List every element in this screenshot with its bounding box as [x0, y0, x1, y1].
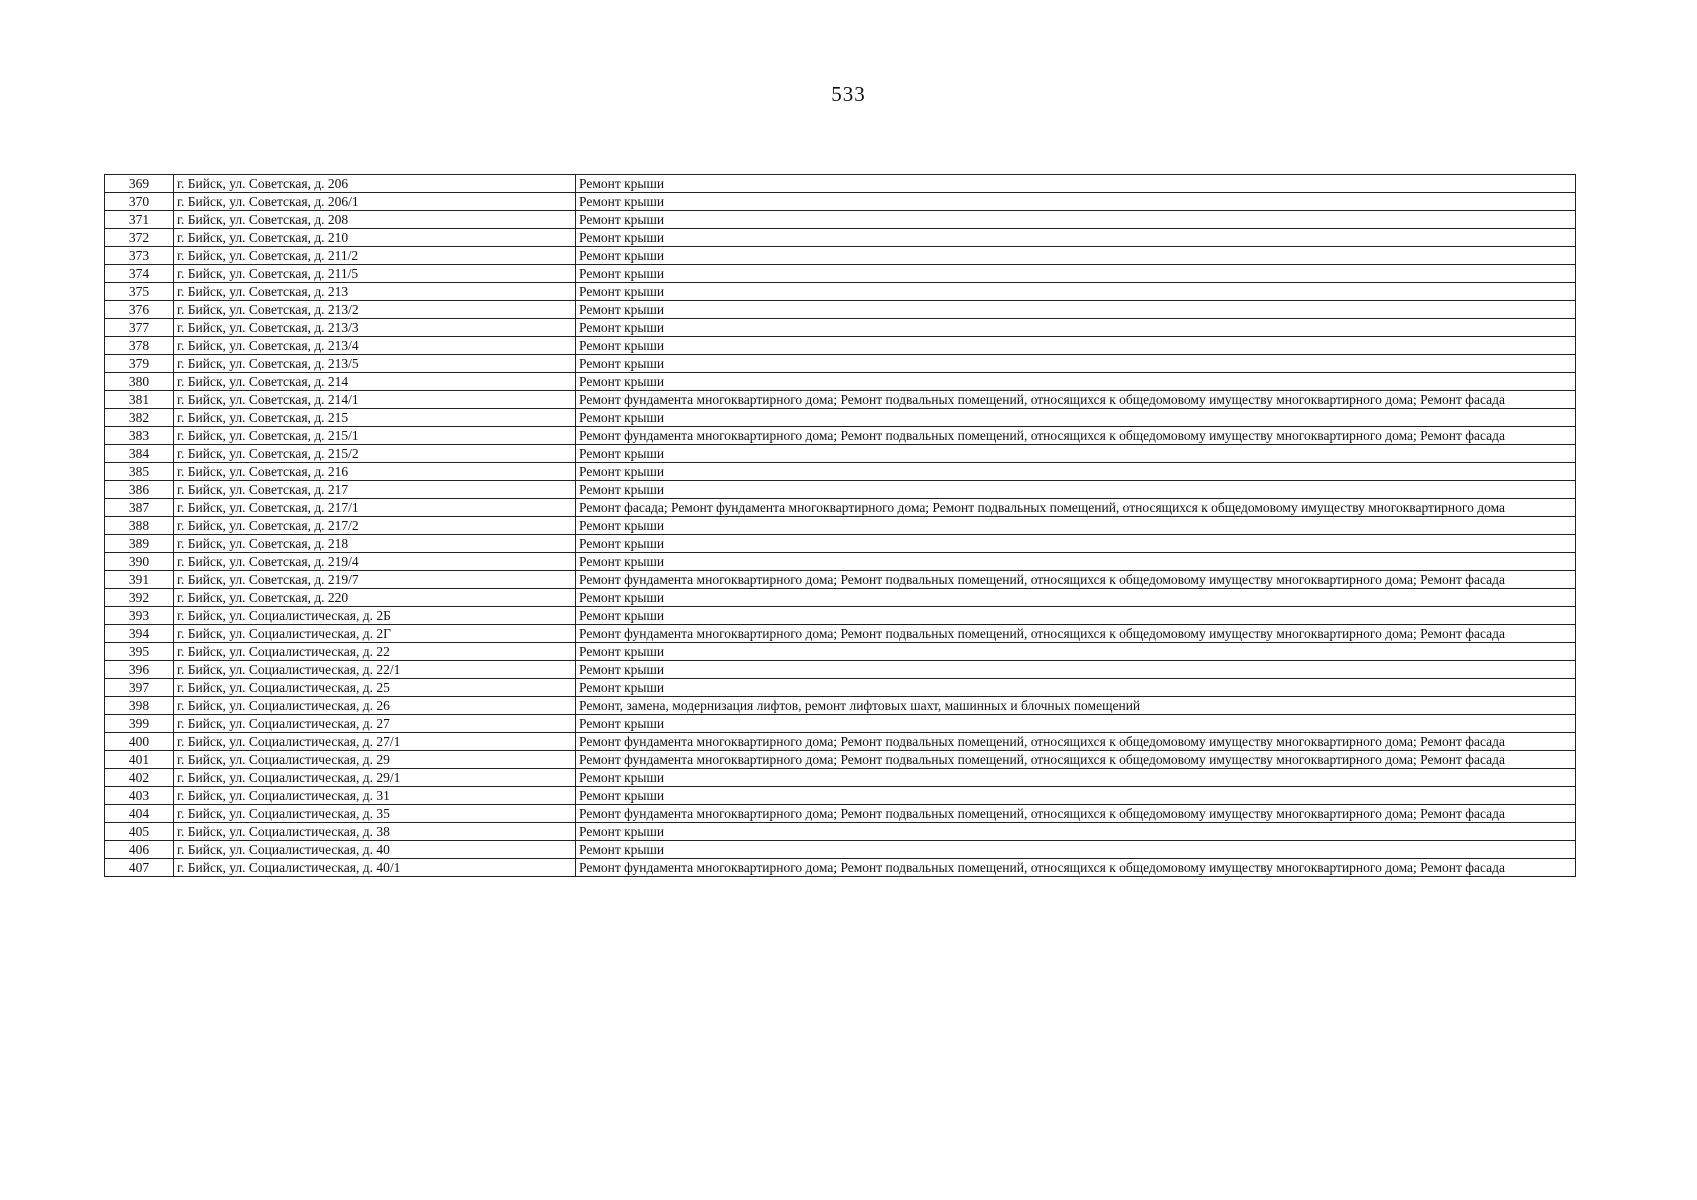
table-row — [105, 787, 1576, 805]
row-number-cell: 386 — [105, 481, 174, 499]
address-cell: г. Бийск, ул. Социалистическая, д. 22/1 — [174, 661, 576, 679]
table-row — [105, 499, 1576, 517]
address-cell: г. Бийск, ул. Социалистическая, д. 2Г — [174, 625, 576, 643]
table-row — [105, 247, 1576, 265]
work-type-cell: Ремонт крыши — [576, 715, 1576, 733]
table-row — [105, 643, 1576, 661]
table-row — [105, 193, 1576, 211]
row-number-cell: 371 — [105, 211, 174, 229]
address-cell: г. Бийск, ул. Советская, д. 216 — [174, 463, 576, 481]
address-cell: г. Бийск, ул. Советская, д. 213/3 — [174, 319, 576, 337]
row-number-cell: 376 — [105, 301, 174, 319]
row-number-cell: 381 — [105, 391, 174, 409]
table-row — [105, 211, 1576, 229]
work-type-cell: Ремонт крыши — [576, 589, 1576, 607]
row-number-cell: 370 — [105, 193, 174, 211]
row-number-cell: 390 — [105, 553, 174, 571]
table-row — [105, 571, 1576, 589]
row-number-cell: 379 — [105, 355, 174, 373]
row-number-cell: 405 — [105, 823, 174, 841]
row-number-cell: 373 — [105, 247, 174, 265]
address-cell: г. Бийск, ул. Социалистическая, д. 25 — [174, 679, 576, 697]
address-cell: г. Бийск, ул. Советская, д. 220 — [174, 589, 576, 607]
address-cell: г. Бийск, ул. Советская, д. 211/2 — [174, 247, 576, 265]
work-type-cell: Ремонт крыши — [576, 175, 1576, 193]
address-cell: г. Бийск, ул. Советская, д. 208 — [174, 211, 576, 229]
address-cell: г. Бийск, ул. Социалистическая, д. 29 — [174, 751, 576, 769]
row-number-cell: 382 — [105, 409, 174, 427]
work-type-cell: Ремонт крыши — [576, 607, 1576, 625]
row-number-cell: 395 — [105, 643, 174, 661]
table-row — [105, 625, 1576, 643]
work-type-cell: Ремонт крыши — [576, 823, 1576, 841]
table-row — [105, 553, 1576, 571]
row-number-cell: 372 — [105, 229, 174, 247]
row-number-cell: 407 — [105, 859, 174, 877]
row-number-cell: 394 — [105, 625, 174, 643]
work-type-cell: Ремонт крыши — [576, 301, 1576, 319]
work-type-cell: Ремонт крыши — [576, 355, 1576, 373]
address-cell: г. Бийск, ул. Советская, д. 215/1 — [174, 427, 576, 445]
row-number-cell: 383 — [105, 427, 174, 445]
table-row — [105, 589, 1576, 607]
address-cell: г. Бийск, ул. Советская, д. 218 — [174, 535, 576, 553]
row-number-cell: 400 — [105, 733, 174, 751]
address-cell: г. Бийск, ул. Советская, д. 214/1 — [174, 391, 576, 409]
row-number-cell: 398 — [105, 697, 174, 715]
address-cell: г. Бийск, ул. Советская, д. 214 — [174, 373, 576, 391]
table-row — [105, 373, 1576, 391]
work-type-cell: Ремонт крыши — [576, 841, 1576, 859]
registry-table-wrapper — [104, 174, 1576, 877]
table-row — [105, 661, 1576, 679]
table-row — [105, 265, 1576, 283]
address-cell: г. Бийск, ул. Социалистическая, д. 27/1 — [174, 733, 576, 751]
table-row — [105, 445, 1576, 463]
address-cell: г. Бийск, ул. Социалистическая, д. 40/1 — [174, 859, 576, 877]
address-cell: г. Бийск, ул. Советская, д. 213/4 — [174, 337, 576, 355]
table-row — [105, 517, 1576, 535]
work-type-cell: Ремонт крыши — [576, 679, 1576, 697]
work-type-cell: Ремонт крыши — [576, 535, 1576, 553]
work-type-cell: Ремонт крыши — [576, 337, 1576, 355]
row-number-cell: 378 — [105, 337, 174, 355]
row-number-cell: 401 — [105, 751, 174, 769]
row-number-cell: 380 — [105, 373, 174, 391]
table-row — [105, 733, 1576, 751]
table-row — [105, 283, 1576, 301]
work-type-cell: Ремонт крыши — [576, 229, 1576, 247]
table-row — [105, 859, 1576, 877]
work-type-cell: Ремонт крыши — [576, 661, 1576, 679]
row-number-cell: 369 — [105, 175, 174, 193]
registry-table — [104, 174, 1576, 877]
address-cell: г. Бийск, ул. Социалистическая, д. 2Б — [174, 607, 576, 625]
table-row — [105, 337, 1576, 355]
table-row — [105, 481, 1576, 499]
work-type-cell: Ремонт фундамента многоквартирного дома; Ремонт подвальных помещений, относящихся к общедомовому имуществу многоквартирного дома; Ремонт фасада — [576, 427, 1576, 445]
work-type-cell: Ремонт крыши — [576, 787, 1576, 805]
address-cell: г. Бийск, ул. Социалистическая, д. 38 — [174, 823, 576, 841]
table-row — [105, 715, 1576, 733]
address-cell: г. Бийск, ул. Советская, д. 217/2 — [174, 517, 576, 535]
work-type-cell: Ремонт крыши — [576, 517, 1576, 535]
row-number-cell: 374 — [105, 265, 174, 283]
work-type-cell: Ремонт крыши — [576, 481, 1576, 499]
address-cell: г. Бийск, ул. Советская, д. 215 — [174, 409, 576, 427]
work-type-cell: Ремонт крыши — [576, 769, 1576, 787]
row-number-cell: 387 — [105, 499, 174, 517]
work-type-cell: Ремонт фасада; Ремонт фундамента многоквартирного дома; Ремонт подвальных помещений, относящихся к общедомовому имуществу многоквартирного дома — [576, 499, 1576, 517]
work-type-cell: Ремонт крыши — [576, 283, 1576, 301]
table-row — [105, 751, 1576, 769]
address-cell: г. Бийск, ул. Советская, д. 217 — [174, 481, 576, 499]
page-number: 533 — [831, 82, 866, 106]
work-type-cell: Ремонт крыши — [576, 193, 1576, 211]
address-cell: г. Бийск, ул. Советская, д. 211/5 — [174, 265, 576, 283]
table-row — [105, 697, 1576, 715]
table-row — [105, 679, 1576, 697]
registry-table-body — [105, 175, 1576, 877]
table-row — [105, 229, 1576, 247]
address-cell: г. Бийск, ул. Советская, д. 217/1 — [174, 499, 576, 517]
work-type-cell: Ремонт крыши — [576, 373, 1576, 391]
row-number-cell: 375 — [105, 283, 174, 301]
row-number-cell: 402 — [105, 769, 174, 787]
work-type-cell: Ремонт фундамента многоквартирного дома; Ремонт подвальных помещений, относящихся к общедомовому имуществу многоквартирного дома; Ремонт фасада — [576, 733, 1576, 751]
row-number-cell: 403 — [105, 787, 174, 805]
row-number-cell: 389 — [105, 535, 174, 553]
address-cell: г. Бийск, ул. Советская, д. 213/2 — [174, 301, 576, 319]
table-row — [105, 823, 1576, 841]
row-number-cell: 392 — [105, 589, 174, 607]
address-cell: г. Бийск, ул. Социалистическая, д. 31 — [174, 787, 576, 805]
work-type-cell: Ремонт, замена, модернизация лифтов, ремонт лифтовых шахт, машинных и блочных помещений — [576, 697, 1576, 715]
address-cell: г. Бийск, ул. Социалистическая, д. 27 — [174, 715, 576, 733]
work-type-cell: Ремонт крыши — [576, 409, 1576, 427]
row-number-cell: 388 — [105, 517, 174, 535]
address-cell: г. Бийск, ул. Советская, д. 206 — [174, 175, 576, 193]
work-type-cell: Ремонт крыши — [576, 463, 1576, 481]
address-cell: г. Бийск, ул. Советская, д. 219/4 — [174, 553, 576, 571]
address-cell: г. Бийск, ул. Советская, д. 215/2 — [174, 445, 576, 463]
work-type-cell: Ремонт крыши — [576, 265, 1576, 283]
table-row — [105, 355, 1576, 373]
row-number-cell: 399 — [105, 715, 174, 733]
table-row — [105, 319, 1576, 337]
row-number-cell: 385 — [105, 463, 174, 481]
address-cell: г. Бийск, ул. Социалистическая, д. 29/1 — [174, 769, 576, 787]
table-row — [105, 805, 1576, 823]
table-row — [105, 175, 1576, 193]
row-number-cell: 391 — [105, 571, 174, 589]
work-type-cell: Ремонт фундамента многоквартирного дома; Ремонт подвальных помещений, относящихся к общедомовому имуществу многоквартирного дома; Ремонт фасада — [576, 751, 1576, 769]
row-number-cell: 397 — [105, 679, 174, 697]
table-row — [105, 427, 1576, 445]
row-number-cell: 406 — [105, 841, 174, 859]
row-number-cell: 377 — [105, 319, 174, 337]
address-cell: г. Бийск, ул. Советская, д. 206/1 — [174, 193, 576, 211]
table-row — [105, 841, 1576, 859]
work-type-cell: Ремонт фундамента многоквартирного дома; Ремонт подвальных помещений, относящихся к общедомовому имуществу многоквартирного дома; Ремонт фасада — [576, 571, 1576, 589]
table-row — [105, 391, 1576, 409]
work-type-cell: Ремонт крыши — [576, 445, 1576, 463]
row-number-cell: 396 — [105, 661, 174, 679]
work-type-cell: Ремонт крыши — [576, 319, 1576, 337]
table-row — [105, 607, 1576, 625]
table-row — [105, 769, 1576, 787]
address-cell: г. Бийск, ул. Социалистическая, д. 40 — [174, 841, 576, 859]
address-cell: г. Бийск, ул. Социалистическая, д. 22 — [174, 643, 576, 661]
work-type-cell: Ремонт фундамента многоквартирного дома; Ремонт подвальных помещений, относящихся к общедомовому имуществу многоквартирного дома; Ремонт фасада — [576, 625, 1576, 643]
row-number-cell: 404 — [105, 805, 174, 823]
address-cell: г. Бийск, ул. Советская, д. 210 — [174, 229, 576, 247]
work-type-cell: Ремонт крыши — [576, 247, 1576, 265]
work-type-cell: Ремонт крыши — [576, 211, 1576, 229]
table-row — [105, 409, 1576, 427]
work-type-cell: Ремонт фундамента многоквартирного дома; Ремонт подвальных помещений, относящихся к общедомовому имуществу многоквартирного дома; Ремонт фасада — [576, 859, 1576, 877]
work-type-cell: Ремонт фундамента многоквартирного дома; Ремонт подвальных помещений, относящихся к общедомовому имуществу многоквартирного дома; Ремонт фасада — [576, 805, 1576, 823]
table-row — [105, 463, 1576, 481]
table-row — [105, 301, 1576, 319]
table-row — [105, 535, 1576, 553]
row-number-cell: 393 — [105, 607, 174, 625]
work-type-cell: Ремонт крыши — [576, 643, 1576, 661]
row-number-cell: 384 — [105, 445, 174, 463]
address-cell: г. Бийск, ул. Советская, д. 219/7 — [174, 571, 576, 589]
work-type-cell: Ремонт крыши — [576, 553, 1576, 571]
address-cell: г. Бийск, ул. Советская, д. 213 — [174, 283, 576, 301]
address-cell: г. Бийск, ул. Социалистическая, д. 35 — [174, 805, 576, 823]
work-type-cell: Ремонт фундамента многоквартирного дома; Ремонт подвальных помещений, относящихся к общедомовому имуществу многоквартирного дома; Ремонт фасада — [576, 391, 1576, 409]
address-cell: г. Бийск, ул. Социалистическая, д. 26 — [174, 697, 576, 715]
address-cell: г. Бийск, ул. Советская, д. 213/5 — [174, 355, 576, 373]
